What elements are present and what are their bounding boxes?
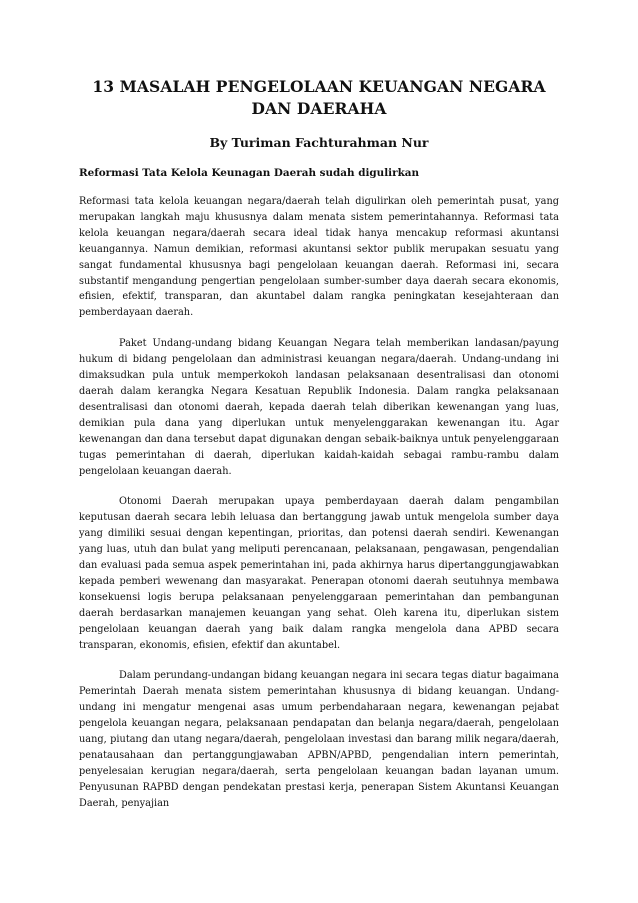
paragraph-1: Reformasi tata kelola keuangan negara/daerah telah digulirkan oleh pemerintah pusat, yang merupakan langkah maju khususnya dalam menata sistem pemerintahannya. Reformasi tata kelola keuangan negara/daerah secara ideal tidak hanya mencakup reformasi akuntansi keuangannya. Namun demikian, reformasi akuntansi sektor publik merupakan sesuatu yang sangat fundamental khususnya bagi pengelolaan keuangan daerah. Reformasi ini, secara substantif mengandung pengertian pengelolaan sumber-sumber daya daerah secara ekonomis, efisien, efektif, transparan, dan akuntabel dalam rangka peningkatan kesejahteraan dan pemberdayaan daerah. — [79, 196, 559, 319]
author-byline: By Turiman Fachturahman Nur — [209, 135, 429, 150]
section-subheading: Reformasi Tata Kelola Keunagan Daerah sudah digulirkan — [79, 167, 420, 179]
paragraph-3: Otonomi Daerah merupakan upaya pemberdayaan daerah dalam pengambilan keputusan daerah secara lebih leluasa dan bertanggung jawab untuk mengelola sumber daya yang dimiliki sesuai dengan kepentingan, prioritas, dan potensi daerah sendiri. Kewenangan yang luas, utuh dan bulat yang meliputi perencanaan, pelaksanaan, pengawasan, pengendalian dan evaluasi pada semua aspek pemerintahan ini, pada akhirnya harus dipertanggungjawabkan kepada pemberi wewenang dan masyarakat. Penerapan otonomi daerah seutuhnya membawa konsekuensi logis berupa pelaksanaan penyelenggaraan pemerintahan dan pembangunan daerah berdasarkan manajemen keuangan yang sehat. Oleh karena itu, diperlukan sistem pengelolaan keuangan daerah yang baik dalam rangka mengelola dana APBD secara transparan, ekonomis, efisien, efektif dan akuntabel. — [79, 496, 559, 651]
document-title: 13 MASALAH PENGELOLAAN KEUANGAN NEGARA DAN DAERAHA — [92, 77, 546, 118]
paragraph-4: Dalam perundang-undangan bidang keuangan negara ini secara tegas diatur bagaimana Pemerintah Daerah menata sistem pemerintahan khususnya di bidang keuangan. Undang-undang ini mengatur mengenai asas umum perbendaharaan negara, kewenangan pejabat pengelola keuangan negara, pelaksanaan pendapatan dan belanja negara/daerah, pengelolaan uang, piutang dan utang negara/daerah, pengelolaan investasi dan barang milik negara/daerah, penatausahaan dan pertanggungjawaban APBN/APBD, pengendalian intern pemerintah, penyelesaian kerugian negara/daerah, serta pengelolaan keuangan badan layanan umum. Penyusunan RAPBD dengan pendekatan prestasi kerja, penerapan Sistem Akuntansi Keuangan Daerah, penyajian — [79, 670, 559, 809]
paragraph-2: Paket Undang-undang bidang Keuangan Negara telah memberikan landasan/payung hukum di bidang pengelolaan dan administrasi keuangan negara/daerah. Undang-undang ini dimaksudkan pula untuk memperkokoh landasan pelaksanaan desentralisasi dan otonomi daerah dalam kerangka Negara Kesatuan Republik Indonesia. Dalam rangka pelaksanaan desentralisasi dan otonomi daerah, kepada daerah telah diberikan kewenangan yang luas, demikian pula dana yang diperlukan untuk menyelenggarakan kewenangan itu. Agar kewenangan dan dana tersebut dapat digunakan dengan sebaik-baiknya untuk penyelenggaraan tugas pemerintahan di daerah, diperlukan kaidah-kaidah sebagai rambu-rambu dalam pengelolaan keuangan daerah. — [79, 338, 559, 477]
